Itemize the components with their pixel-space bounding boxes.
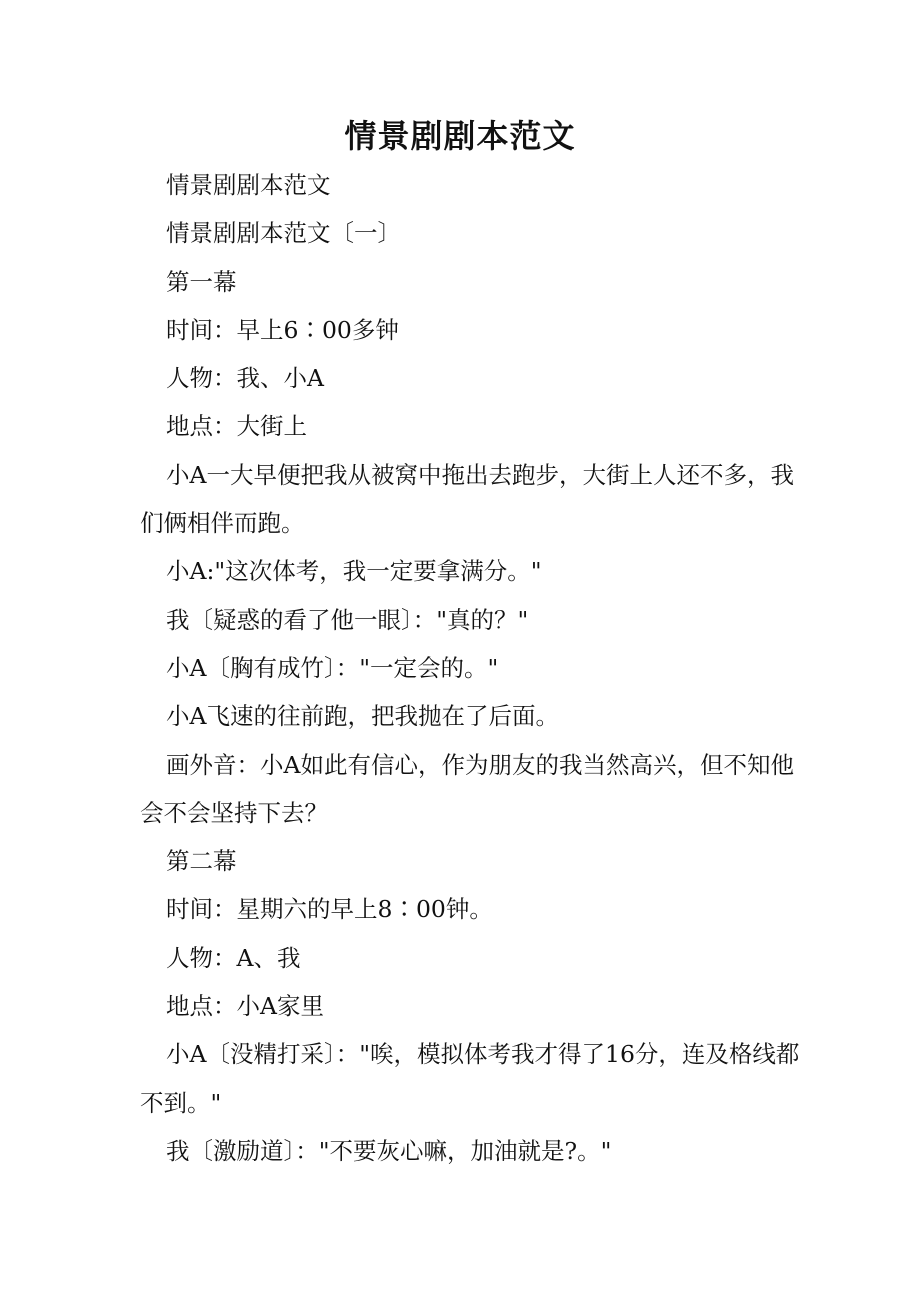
paragraph: 小A〔没精打采〕："唉，模拟体考我才得了16分，连及格线都不到。" [140,1040,800,1117]
paragraph: 我〔疑惑的看了他一眼〕："真的？" [166,605,529,634]
paragraph: 第二幕 [166,847,237,876]
paragraph: 人物：我、小A [166,364,324,393]
paragraph: 时间：星期六的早上8∶00钟。 [166,895,493,924]
paragraph: 画外音：小A如此有信心，作为朋友的我当然高兴，但不知他会不会坚持下去？ [140,750,794,827]
paragraph: 我〔激励道〕："不要灰心嘛，加油就是?。" [166,1136,612,1165]
paragraph: 小A飞速的往前跑，把我抛在了后面。 [166,702,559,731]
paragraph: 小A一大早便把我从被窝中拖出去跑步，大街上人还不多，我们俩相伴而跑。 [140,460,794,538]
paragraph: 地点：小A家里 [166,992,324,1021]
document-title: 情景剧剧本范文 [344,117,576,155]
paragraph: 小A〔胸有成竹〕："一定会的。" [166,653,499,682]
paragraph: 情景剧剧本范文〔一〕 [166,219,401,248]
paragraph: 第一幕 [166,267,237,296]
document-body [140,161,800,1175]
paragraph: 人物：A、我 [166,943,301,972]
paragraph: 地点：大街上 [166,412,307,441]
paragraph: 时间：早上6∶00多钟 [166,315,399,344]
paragraph: 小A:"这次体考，我一定要拿满分。" [166,557,542,586]
paragraph: 情景剧剧本范文 [166,171,331,199]
